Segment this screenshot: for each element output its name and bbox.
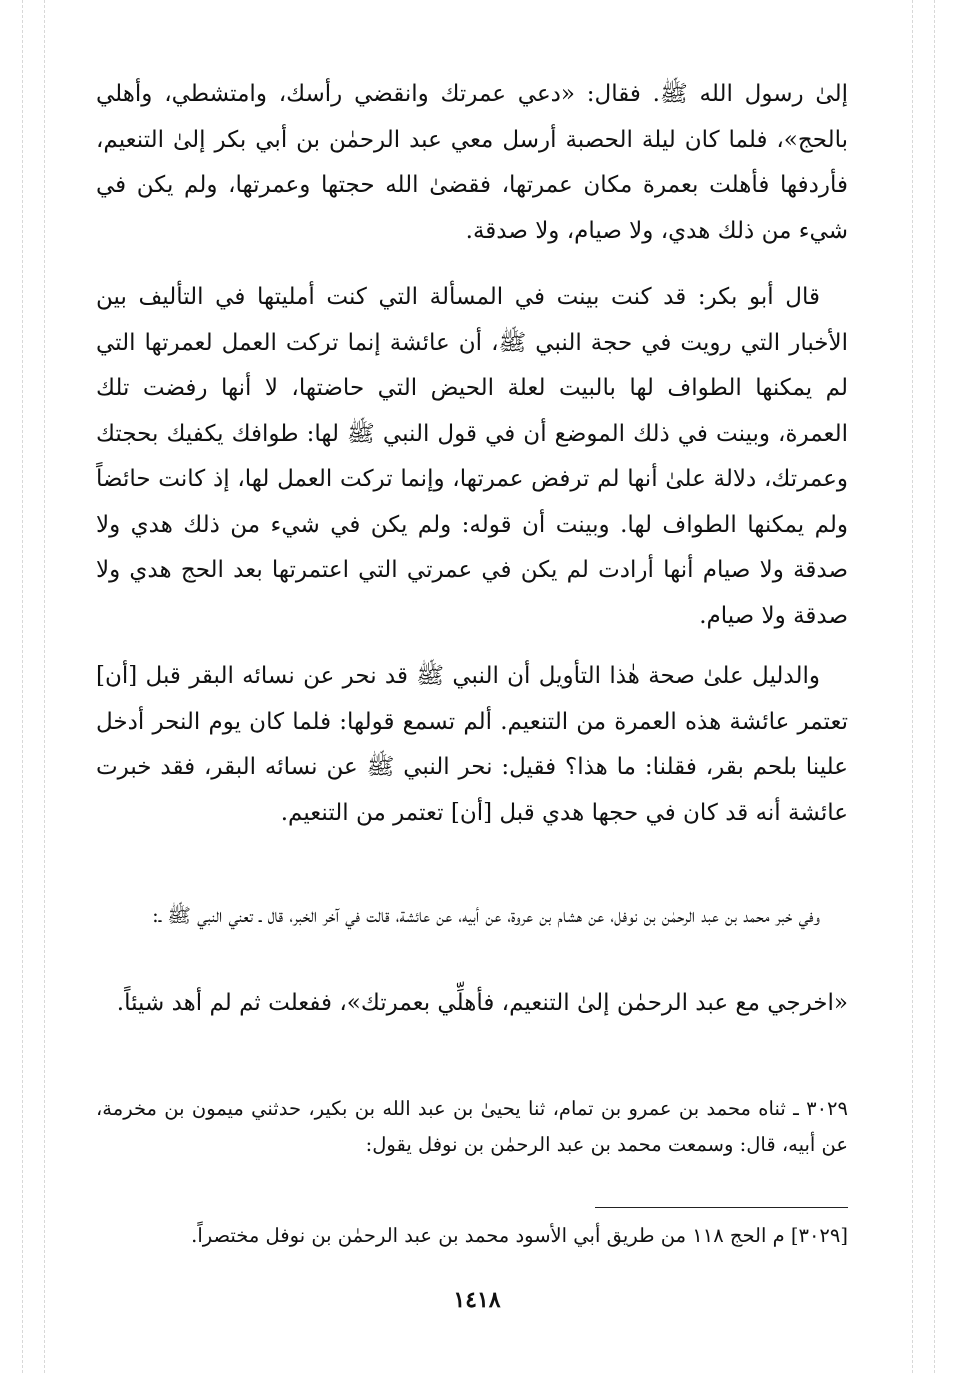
scan-guide-line bbox=[912, 0, 913, 1373]
paragraph-evidence: والدليل علىٰ صحة هٰذا التأويل أن النبي ﷺ قد نحر عن نسائه البقر قبل [أن] تعتمر عائشة هذه العمرة من التنعيم. ألم تسمع قولها: فلما كان يوم النحر أدخل علينا بلحم بقر، فقلنا: ما هذا؟ فقيل: نحر النبي ﷺ عن نسائه البقر، فقد خبرت عائشة أنه قد كان في حجها هدي قبل [أن] تعتمر من التنعيم. bbox=[96, 663, 848, 826]
paragraph-chain-narration: وفي خبر محمد بن عبد الرحمٰن بن نوفل، عن هشام بن عروة، عن أبيه، عن عائشة، قالت في آخر الخبر، قال ـ تعني النبي ﷺ ـ: bbox=[152, 904, 820, 927]
footnote-separator bbox=[595, 1207, 848, 1208]
scan-guide-line bbox=[22, 0, 23, 1373]
scan-guide-line bbox=[44, 0, 45, 1373]
paragraph-hadith-3029-isnad: ٣٠٢٩ ـ ثناه محمد بن عمرو بن تمام، ثنا يحيىٰ بن عبد الله بن بكير، حدثني ميمون بن مخرمة، عن أبيه، قال: وسمعت محمد بن عبد الرحمٰن بن نوفل يقول: bbox=[96, 1097, 848, 1156]
paragraph-quoted-hadith: «اخرجي مع عبد الرحمٰن إلىٰ التنعيم، فأهلِّي بعمرتك»، ففعلت ثم لم أهد شيئاً. bbox=[116, 990, 848, 1016]
paragraph-abu-bakr-commentary: قال أبو بكر: قد كنت بينت في المسألة التي كنت أمليتها في التأليف بين الأخبار التي رويت في حجة النبي ﷺ، أن عائشة إنما تركت العمل لعمرتها التي لم يمكنها الطواف لها بالبيت لعلة الحيض التي حاضتها، لا أنها رفضت تلك العمرة، وبينت في ذلك الموضع أن في قول النبي ﷺ لها: طوافك يكفيك بحجتك وعمرتك، دلالة علىٰ أنها لم ترفض عمرتها، وإنما تركت العمل لها، إذ كانت حائضاً ولم يمكنها الطواف لها. وبينت أن قوله: ولم يكن في شيء من ذلك هدي ولا صدقة ولا صيام أنها أرادت لم يكن في عمرتي التي اعتمرتها بعد الحج هدي ولا صدقة ولا صيام. bbox=[96, 284, 848, 629]
paragraph-hadith-continuation: إلىٰ رسول الله ﷺ. فقال: «دعي عمرتك وانقضي رأسك، وامتشطي، وأهلي بالحج»، فلما كان ليلة الحصبة أرسل معي عبد الرحمٰن بن أبي بكر إلىٰ التنعيم، فأردفها فأهلت بعمرة مكان عمرتها، فقضىٰ الله حجتها وعمرتها، ولم يكن في شيء من ذلك هدي، ولا صيام، ولا صدقة. bbox=[96, 81, 848, 244]
page-number: ١٤١٨ bbox=[453, 1287, 501, 1313]
scan-guide-line bbox=[934, 0, 935, 1373]
footnote: [٣٠٢٩] م الحج ١١٨ من طريق أبي الأسود محمد بن عبد الرحمٰن بن نوفل مختصراً. bbox=[191, 1224, 848, 1247]
